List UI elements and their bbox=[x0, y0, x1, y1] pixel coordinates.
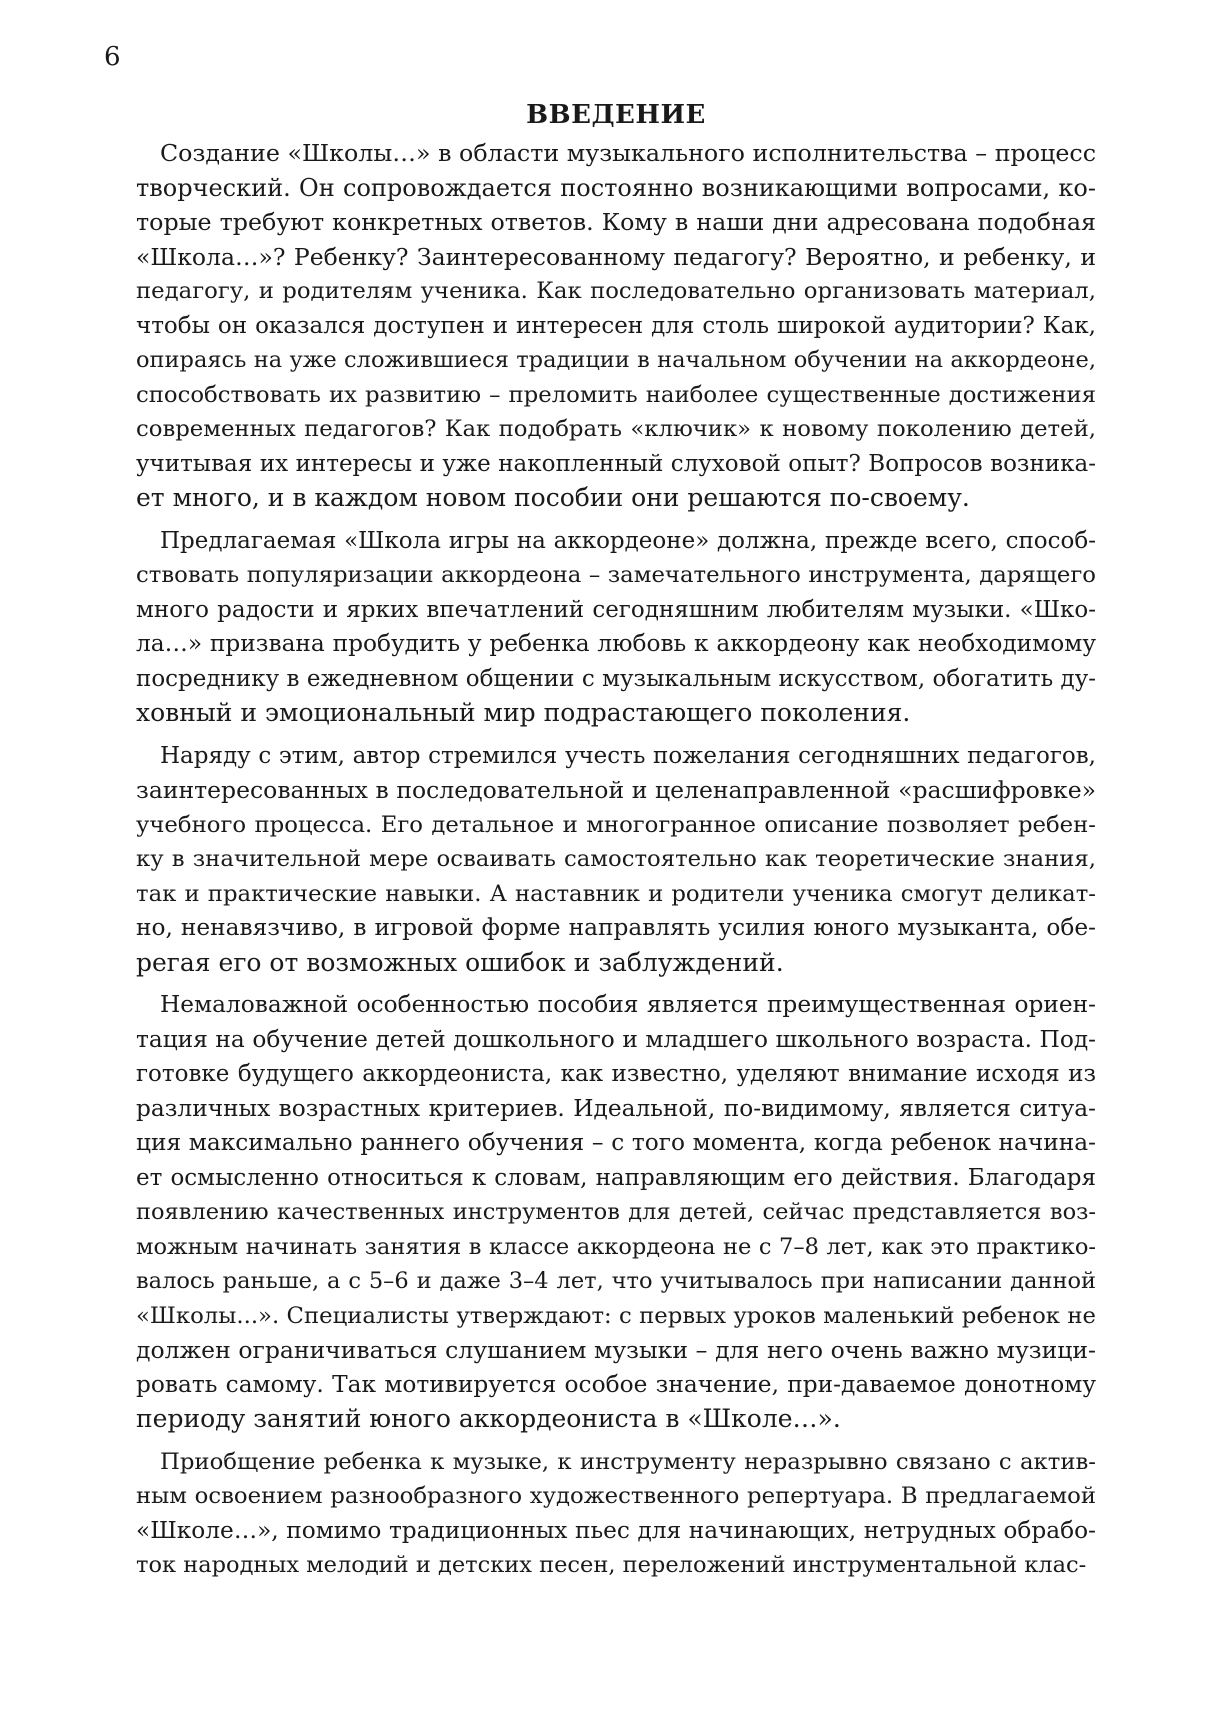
text-line: ция максимально раннего обучения – с того момента, когда ребенок начина- bbox=[136, 1129, 1096, 1156]
text-line: Создание «Школы…» в области музыкального исполнительства – процесс bbox=[160, 139, 1096, 167]
text-line: ет осмысленно относиться к словам, направляющим его действия. Благодаря bbox=[136, 1164, 1096, 1191]
paragraph bbox=[136, 136, 1096, 516]
text-line: валось раньше, а с 5–6 и даже 3–4 лет, что учитывалось при написании данной bbox=[136, 1268, 1096, 1294]
text-line: «Школе…», помимо традиционных пьес для начинающих, нетрудных обрабо- bbox=[136, 1516, 1096, 1544]
text-line: но, ненавязчиво, в игровой форме направлять усилия юного музыканта, обе- bbox=[136, 914, 1096, 941]
text-line: способствовать их развитию – преломить наиболее существенные достижения bbox=[136, 381, 1096, 408]
text-line: тация на обучение детей дошкольного и младшего школьного возраста. Под- bbox=[136, 1025, 1096, 1053]
paragraph bbox=[136, 524, 1096, 731]
text-line: Наряду с этим, автор стремился учесть пожелания сегодняшних педагогов, bbox=[160, 742, 1096, 769]
paragraph bbox=[136, 988, 1096, 1437]
text-line: ствовать популяризации аккордеона – замечательного инструмента, дарящего bbox=[136, 562, 1096, 588]
text-line: так и практические навыки. А наставник и родители ученика смогут деликат- bbox=[136, 880, 1096, 907]
text-line: ла…» призвана пробудить у ребенка любовь к аккордеону как необходимому bbox=[136, 630, 1096, 657]
text-line: опираясь на уже сложившиеся традиции в начальном обучении на аккордеоне, bbox=[136, 347, 1096, 373]
text-line: Предлагаемая «Школа игры на аккордеоне» должна, прежде всего, способ- bbox=[160, 527, 1096, 554]
text-line: учебного процесса. Его детальное и многогранное описание позволяет ребен- bbox=[136, 811, 1096, 838]
text-line: появлению качественных инструментов для детей, сейчас представляется воз- bbox=[136, 1199, 1096, 1225]
text-line: Приобщение ребенка к музыке, к инструменту неразрывно связано с актив- bbox=[160, 1448, 1096, 1475]
text-line: торые требуют конкретных ответов. Кому в наши дни адресована подобная bbox=[136, 208, 1096, 236]
text-line: ку в значительной мере осваивать самостоятельно как теоретические знания, bbox=[136, 846, 1096, 872]
text-line: различных возрастных критериев. Идеальной, по-видимому, является ситуа- bbox=[136, 1094, 1096, 1122]
text-line: «Школа…»? Ребенку? Заинтересованному педагогу? Вероятно, и ребенку, и bbox=[136, 242, 1096, 271]
text-line: ток народных мелодий и детских песен, переложений инструментальной клас- bbox=[136, 1552, 1087, 1578]
text-line: чтобы он оказался доступен и интересен для столь широкой аудитории? Как, bbox=[136, 312, 1096, 339]
text-line: ным освоением разнообразного художественного репертуара. В предлагаемой bbox=[136, 1483, 1096, 1509]
text-line: посреднику в ежедневном общении с музыкальным искусством, обогатить ду- bbox=[136, 665, 1096, 692]
text-line: можным начинать занятия в классе аккордеона не с 7–8 лет, как это практико- bbox=[136, 1233, 1096, 1260]
page-number: 6 bbox=[104, 42, 121, 72]
text-line: творческий. Он сопровождается постоянно возникающими вопросами, ко- bbox=[136, 173, 1096, 202]
page-title: ВВЕДЕНИЕ bbox=[526, 100, 706, 130]
text-line: заинтересованных в последовательной и целенаправленной «расшифровке» bbox=[136, 776, 1096, 804]
text-line: регая его от возможных ошибок и заблуждений. bbox=[136, 947, 784, 977]
text-line: ховный и эмоциональный мир подрастающего поколения. bbox=[136, 698, 911, 727]
paragraphs bbox=[136, 136, 1096, 1583]
text-line: ровать самому. Так мотивируется особое значение, при-даваемое донотному bbox=[136, 1370, 1096, 1398]
text-line: учитывая их интересы и уже накопленный слуховой опыт? Вопросов возника- bbox=[136, 450, 1096, 477]
text-line: должен ограничиваться слушанием музыки – для него очень важно музици- bbox=[136, 1336, 1096, 1364]
paragraph bbox=[136, 1445, 1096, 1583]
paragraph bbox=[136, 739, 1096, 981]
text-line: «Школы...». Специалисты утверждают: с первых уроков маленький ребенок не bbox=[136, 1302, 1096, 1329]
text-line: много радости и ярких впечатлений сегодняшним любителям музыки. «Шко- bbox=[136, 596, 1096, 623]
page-content bbox=[136, 98, 1096, 1591]
text-line: современных педагогов? Как подобрать «ключик» к новому поколению детей, bbox=[136, 416, 1096, 442]
text-line: ет много, и в каждом новом пособии они решаются по-своему. bbox=[136, 483, 970, 512]
text-line: готовке будущего аккордеониста, как известно, уделяют внимание исходя из bbox=[136, 1061, 1096, 1087]
text-line: периоду занятий юного аккордеониста в «Школе…». bbox=[136, 1404, 841, 1433]
text-line: Немаловажной особенностью пособия является преимущественная ориен- bbox=[160, 991, 1096, 1018]
text-line: педагогу, и родителям ученика. Как последовательно организовать материал, bbox=[136, 278, 1096, 304]
